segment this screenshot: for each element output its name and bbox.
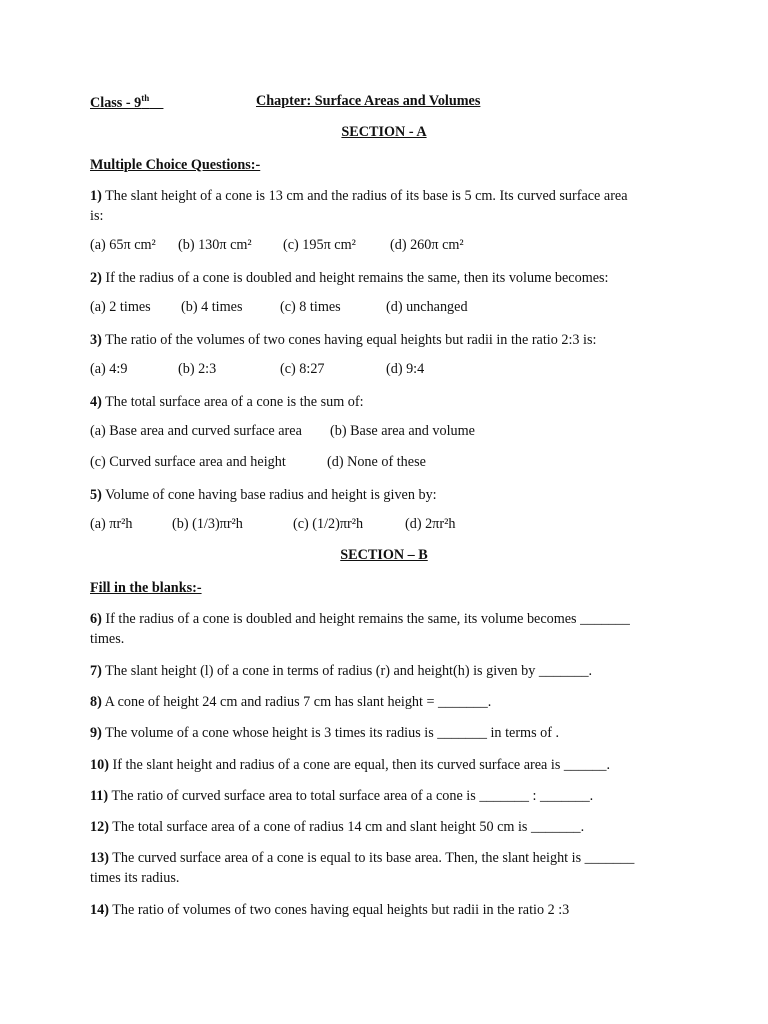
- question-2: 2) If the radius of a cone is doubled and height remains the same, then its volume becomes:: [90, 270, 609, 286]
- class-label: Class - 9th: [90, 93, 150, 111]
- q2-option-d: (d) unchanged: [386, 299, 468, 315]
- question-1-cont: is:: [90, 208, 104, 224]
- question-6-cont: times.: [90, 631, 125, 647]
- q5-option-d: (d) 2πr²h: [405, 516, 456, 532]
- q5-option-c: (c) (1/2)πr²h: [293, 516, 364, 532]
- q3-option-b: (b) 2:3: [178, 361, 217, 377]
- mcq-subtitle: Multiple Choice Questions:-: [90, 157, 261, 173]
- q1-option-d: (d) 260π cm²: [390, 237, 464, 253]
- question-5: 5) Volume of cone having base radius and height is given by:: [90, 487, 437, 503]
- question-14: 14) The ratio of volumes of two cones having equal heights but radii in the ratio 2 :3: [90, 902, 570, 918]
- question-6: 6) If the radius of a cone is doubled and height remains the same, its volume becomes _______: [90, 611, 630, 627]
- question-9: 9) The volume of a cone whose height is 3 times its radius is _______ in terms of .: [90, 725, 560, 741]
- q5-option-b: (b) (1/3)πr²h: [172, 516, 243, 532]
- q1-option-a: (a) 65π cm²: [90, 237, 156, 253]
- q4-option-b: (b) Base area and volume: [330, 423, 475, 439]
- q3-option-a: (a) 4:9: [90, 361, 128, 377]
- q2-option-a: (a) 2 times: [90, 299, 151, 315]
- chapter-title: Chapter: Surface Areas and Volumes: [256, 93, 481, 109]
- q2-option-c: (c) 8 times: [280, 299, 341, 315]
- question-10: 10) If the slant height and radius of a cone are equal, then its curved surface area is ______.: [90, 757, 611, 773]
- section-a-title: SECTION - A: [341, 124, 427, 140]
- question-7: 7) The slant height (l) of a cone in terms of radius (r) and height(h) is given by _______.: [90, 663, 593, 679]
- question-13: 13) The curved surface area of a cone is equal to its base area. Then, the slant height is _______: [90, 850, 635, 866]
- question-11: 11) The ratio of curved surface area to total surface area of a cone is _______ : _______.: [90, 788, 594, 804]
- q1-option-b: (b) 130π cm²: [178, 237, 252, 253]
- q4-option-d: (d) None of these: [327, 454, 426, 470]
- q2-option-b: (b) 4 times: [181, 299, 243, 315]
- question-3: 3) The ratio of the volumes of two cones having equal heights but radii in the ratio 2:3 is:: [90, 332, 597, 348]
- question-4: 4) The total surface area of a cone is the sum of:: [90, 394, 364, 410]
- question-1: 1) The slant height of a cone is 13 cm and the radius of its base is 5 cm. Its curved surface area: [90, 188, 628, 204]
- question-12: 12) The total surface area of a cone of radius 14 cm and slant height 50 cm is _______.: [90, 819, 585, 835]
- section-b-title: SECTION – B: [340, 547, 428, 563]
- q4-option-a: (a) Base area and curved surface area: [90, 423, 302, 439]
- q4-option-c: (c) Curved surface area and height: [90, 454, 286, 470]
- fill-blanks-subtitle: Fill in the blanks:-: [90, 580, 202, 596]
- q3-option-d: (d) 9:4: [386, 361, 425, 377]
- q5-option-a: (a) πr²h: [90, 516, 133, 532]
- question-13-cont: times its radius.: [90, 870, 180, 886]
- question-8: 8) A cone of height 24 cm and radius 7 cm has slant height = _______.: [90, 694, 492, 710]
- q1-option-c: (c) 195π cm²: [283, 237, 356, 253]
- q3-option-c: (c) 8:27: [280, 361, 325, 377]
